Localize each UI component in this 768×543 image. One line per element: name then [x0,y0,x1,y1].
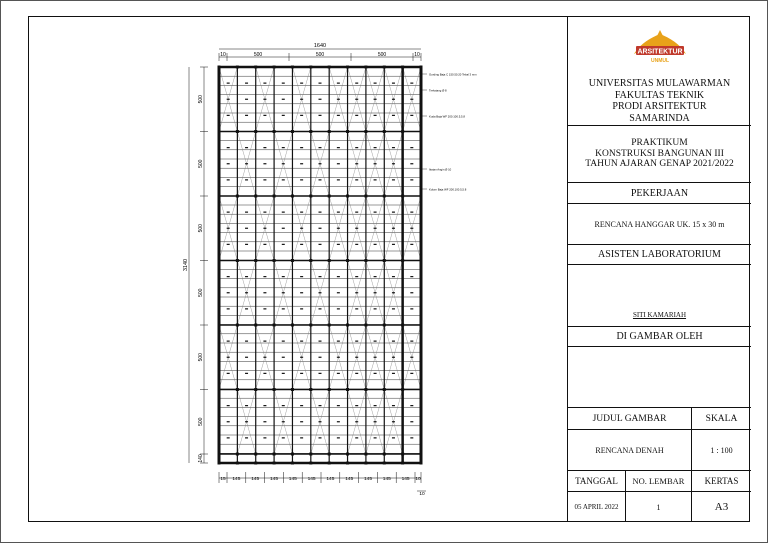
column-marker [309,66,312,69]
column-marker [254,324,257,327]
drawn-by-header: DI GAMBAR OLEH [568,327,751,347]
column-marker [273,259,276,262]
dimension-text-left-total: 3140 [183,258,189,272]
column-marker [383,130,386,133]
column-marker [309,388,312,391]
column-marker [236,195,239,198]
column-marker [346,259,349,262]
column-marker [273,195,276,198]
column-marker [383,388,386,391]
column-marker [309,130,312,133]
column-marker [364,324,367,327]
column-marker [291,462,294,465]
column-marker [291,130,294,133]
title-scale-header-row [568,408,751,430]
column-marker [420,453,423,456]
column-marker [383,66,386,69]
dimension-text-top: 500 [377,52,387,58]
drawing-title-value: RENCANA DENAH [568,430,692,470]
dimension-text-left: 500 [198,417,204,426]
annotation-text: Trekstang Ø 8 [429,88,447,93]
date-sheet-value-row [568,492,751,522]
column-marker [236,130,239,133]
column-marker [401,130,404,133]
column-marker [328,324,331,327]
column-marker [218,66,221,69]
title-scale-value-row [568,430,751,471]
column-marker [420,324,423,327]
dimension-text-bottom: 145 [288,477,297,482]
work-header: PEKERJAAN [568,183,751,204]
dimension-text-left: 500 [198,353,204,362]
column-marker [401,388,404,391]
university-block [568,16,751,126]
column-marker [383,324,386,327]
column-marker [420,66,423,69]
column-marker [420,462,423,465]
column-marker [218,259,221,262]
arsitektur-logo [630,28,690,74]
column-marker [236,388,239,391]
annotation-text: Gording Baja C 150.50.20 Tebal 3 mm [429,72,477,77]
column-marker [346,453,349,456]
city-line: SAMARINDA [629,112,690,124]
svg-text:UNMUL: UNMUL [650,58,670,64]
scale-value: 1 : 100 [710,445,733,455]
floor-plan-drawing [29,17,567,521]
column-marker [273,324,276,327]
column-marker [420,130,423,133]
column-marker [328,462,331,465]
column-marker [236,462,239,465]
column-marker [420,388,423,391]
column-marker [291,259,294,262]
column-marker [254,462,257,465]
column-marker [254,453,257,456]
column-marker [364,388,367,391]
column-marker [364,195,367,198]
paper-header: KERTAS [704,476,739,486]
paper-value: A3 [714,501,729,513]
dimension-text-bottom: 145 [363,477,373,482]
column-marker [401,66,404,69]
column-marker [346,130,349,133]
column-marker [273,66,276,69]
column-marker [364,259,367,262]
dimension-text-left: 500 [198,224,204,233]
floor-plan-area [29,17,567,521]
column-marker [309,259,312,262]
column-marker [254,130,257,133]
svg-text:ARSITEKTUR: ARSITEKTUR [637,48,683,56]
annotation-text: Ikatan Angin Ø 10 [429,167,452,172]
column-marker [236,324,239,327]
dimension-text-bottom: 10 [415,477,421,482]
dimension-text-left: 140 [198,454,204,463]
drawing-title-header: JUDUL GAMBAR [568,408,692,429]
dimension-text-right: 10 [419,492,425,497]
column-marker [328,195,331,198]
column-marker [328,453,331,456]
column-marker [346,66,349,69]
column-marker [383,259,386,262]
dimension-text-bottom: 15 [220,477,226,482]
column-marker [309,453,312,456]
university-name [568,78,751,124]
column-marker [401,453,404,456]
column-marker [383,195,386,198]
course-line: TAHUN AJARAN GENAP 2021/2022 [585,159,734,169]
dimension-text-bottom: 145 [232,477,241,482]
dimension-text-bottom: 145 [326,477,335,482]
column-marker [218,388,221,391]
column-marker [291,66,294,69]
dimension-text-top: 500 [315,52,325,58]
program-line: PRODI ARSITEKTUR [612,101,707,112]
assistant-header: ASISTEN LABORATORIUM [568,245,751,265]
dimension-text-top: 10 [414,52,420,58]
column-marker [291,453,294,456]
dimension-text-left: 500 [198,95,204,104]
column-marker [401,324,404,327]
column-marker [328,66,331,69]
scale-header: SKALA [705,413,738,424]
course-line: KONSTRUKSI BANGUNAN III [595,148,724,159]
column-marker [291,195,294,198]
column-marker [291,324,294,327]
dimension-text-bottom: 145 [382,477,391,482]
column-marker [273,130,276,133]
column-marker [218,195,221,198]
column-marker [401,462,404,465]
column-marker [346,195,349,198]
column-marker [254,66,257,69]
column-marker [291,388,294,391]
annotation-text: Kuda Baja WF 200.100.5,5.8 [429,114,465,119]
column-marker [420,195,423,198]
column-marker [309,195,312,198]
column-marker [236,66,239,69]
column-marker [218,462,221,465]
date-header: TANGGAL [568,471,626,491]
column-marker [364,462,367,465]
column-marker [364,453,367,456]
column-marker [309,462,312,465]
column-marker [309,324,312,327]
dimension-text-left: 500 [198,159,204,168]
column-marker [401,195,404,198]
assistant-signature-area [568,265,751,327]
column-marker [328,388,331,391]
dimension-text-left: 500 [198,288,204,297]
column-marker [273,453,276,456]
column-marker [254,195,257,198]
dimension-text-top-total: 1640 [313,43,327,49]
column-marker [364,66,367,69]
course-block [568,126,751,183]
date-sheet-header-row [568,471,751,492]
faculty-line: FAKULTAS TEKNIK [614,89,705,101]
column-marker [218,130,221,133]
column-marker [273,388,276,391]
assistant-name: SITI KAMARIAH [632,311,687,319]
column-marker [364,130,367,133]
sheet-number-value: 1 [626,492,692,522]
university-line: UNIVERSITAS MULAWARMAN [588,78,731,89]
sheet-number-header: NO. LEMBAR [626,471,692,491]
date-value: 05 APRIL 2022 [568,492,626,522]
column-marker [420,259,423,262]
drawn-by-area [568,347,751,408]
column-marker [254,259,257,262]
dimension-text-bottom: 145 [269,477,279,482]
column-marker [346,462,349,465]
column-marker [273,462,276,465]
column-marker [346,324,349,327]
course-line: PRAKTIKUM [631,138,688,148]
dimension-text-bottom: 145 [307,477,316,482]
column-marker [383,453,386,456]
column-marker [346,388,349,391]
dimension-text-bottom: 145 [251,477,260,482]
column-marker [218,324,221,327]
column-marker [328,130,331,133]
dimension-text-bottom: 145 [401,477,410,482]
dimension-text-bottom: 145 [345,477,354,482]
work-value: RENCANA HANGGAR UK. 15 x 30 m [568,204,751,245]
column-marker [236,259,239,262]
annotation-text: Kolom Baja WF 200.100.5,5.8 [429,187,467,192]
dimension-text-top: 500 [253,52,263,58]
column-marker [383,462,386,465]
column-marker [254,388,257,391]
column-marker [401,259,404,262]
column-marker [328,259,331,262]
title-block [567,16,750,522]
dimension-text-top: 10 [220,52,226,58]
column-marker [218,453,221,456]
column-marker [236,453,239,456]
